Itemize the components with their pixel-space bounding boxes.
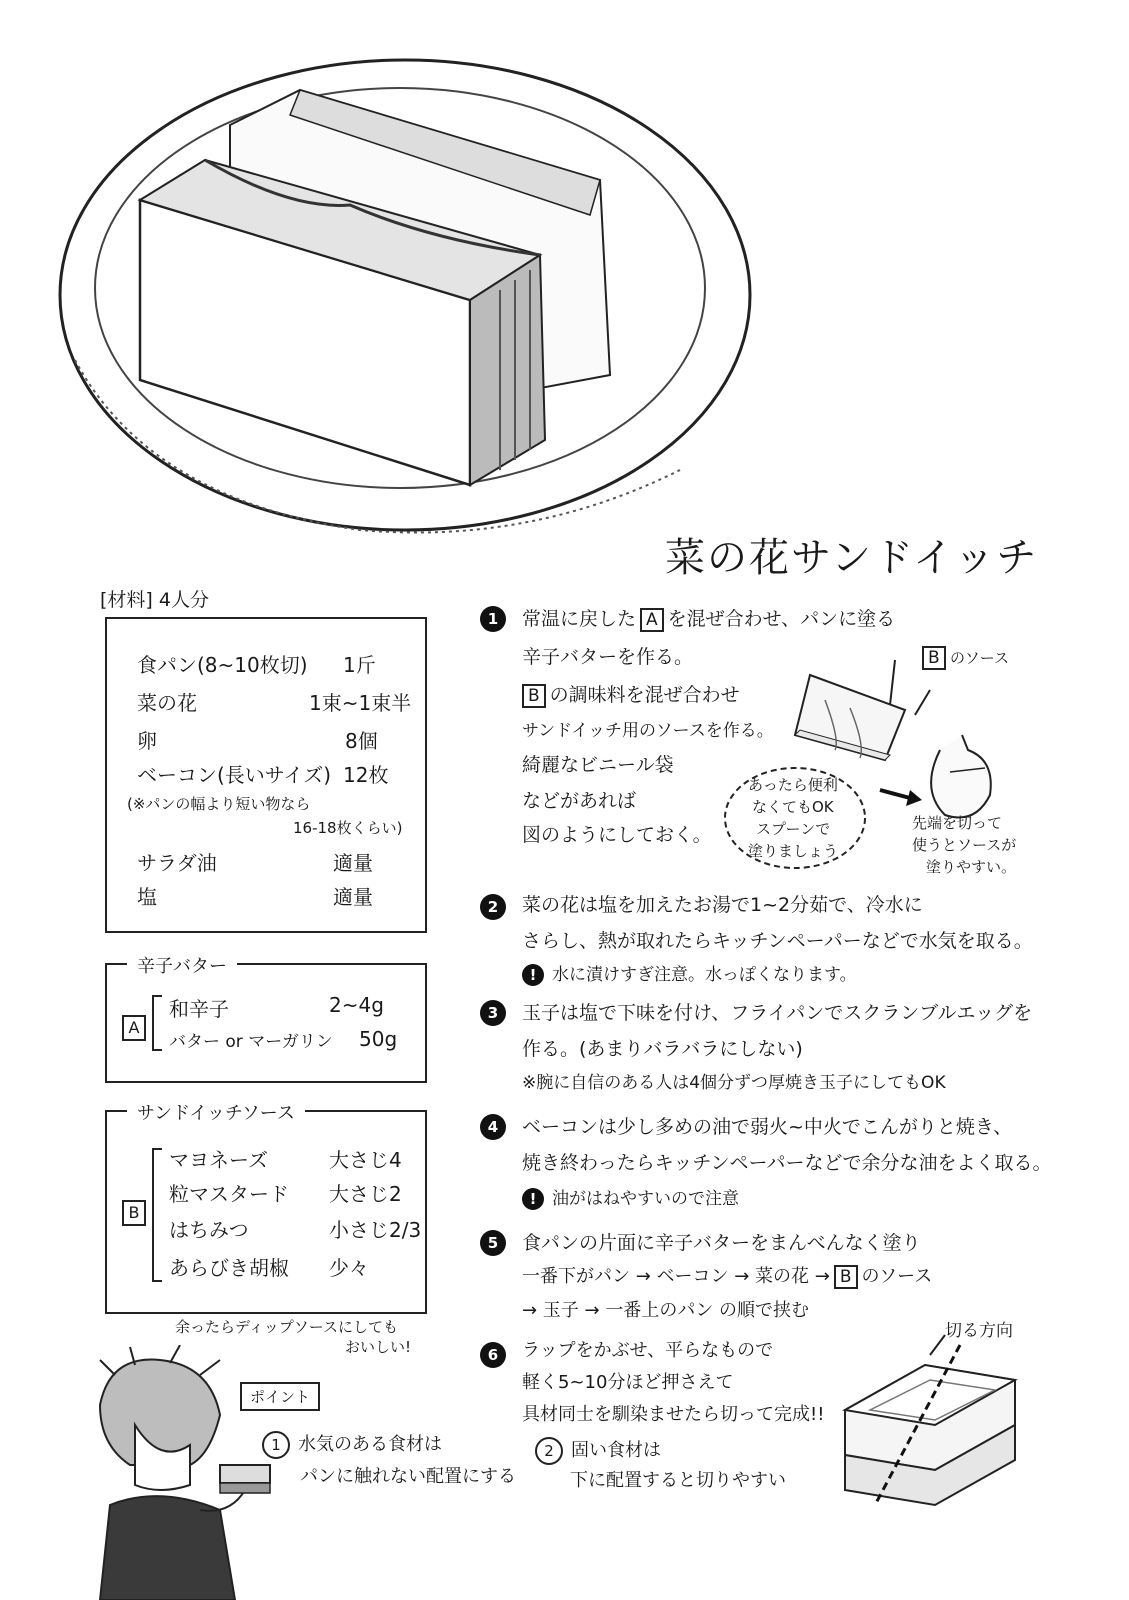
step-6-number: 6 — [480, 1342, 506, 1368]
tip-line: 先端を切って — [912, 814, 1003, 832]
point-2-text: 固い食材は — [571, 1440, 661, 1461]
step-5-line: 食パンの片面に辛子バターをまんべんなく塗り — [522, 1232, 921, 1254]
ingredient-name: マヨネーズ — [169, 1148, 268, 1172]
warning-icon: ! — [522, 1188, 544, 1210]
step-5-text-b: のソース — [861, 1266, 933, 1287]
cut-direction-label: 切る方向 — [945, 1321, 1013, 1341]
label-b-box: B — [122, 1200, 146, 1226]
ingredients-box — [105, 617, 427, 933]
ingredient-name: ベーコン(長いサイズ) — [137, 763, 332, 787]
step-6-line: 具材同士を馴染ませたら切って完成!! — [522, 1404, 825, 1425]
step-6-line: 軽く5~10分ほど押さえて — [522, 1372, 734, 1393]
sandwich-sauce-box — [105, 1103, 427, 1314]
point-badge: ポイント — [240, 1382, 320, 1411]
ingredient-name: サラダ油 — [137, 851, 217, 875]
cut-direction-illustration — [835, 1330, 1035, 1510]
point-2-line2: 下に配置すると切りやすい — [570, 1470, 786, 1491]
ingredient-name: 卵 — [137, 729, 157, 753]
step-2-line: さらし、熱が取れたらキッチンペーパーなどで水気を取る。 — [522, 930, 1033, 952]
bubble-line: スプーンで — [756, 820, 831, 838]
step-4-line: 焼き終わったらキッチンペーパーなどで余分な油をよく取る。 — [522, 1152, 1052, 1174]
step-2-number: 2 — [480, 894, 506, 920]
dip-note-line1: 余ったらディップソースにしても — [175, 1318, 399, 1336]
point-2 — [535, 1436, 661, 1465]
ingredients-note-line2: 16-18枚くらい) — [293, 819, 403, 837]
label-b-box-small: B — [922, 646, 946, 670]
ingredient-name: 塩 — [137, 885, 157, 909]
ingredient-qty: 8個 — [345, 729, 378, 753]
point-2-number: 2 — [535, 1437, 563, 1465]
step-3-line: 作る。(あまりバラバラにしない) — [522, 1038, 803, 1060]
recipe-title: 菜の花サンドイッチ — [665, 535, 1039, 581]
step-3-line: 玉子は塩で下味を付け、フライパンでスクランブルエッグを — [522, 1002, 1033, 1024]
ingredient-name: はちみつ — [169, 1218, 249, 1242]
step-2-line: 菜の花は塩を加えたお湯で1~2分茹で、冷水に — [522, 894, 923, 916]
character-illustration — [60, 1345, 290, 1600]
bracket — [152, 995, 162, 1051]
step-1-line: 図のようにしておく。 — [522, 824, 712, 846]
tip-line: 使うとソースが — [912, 836, 1017, 854]
tip-line: 塗りやすい。 — [926, 858, 1017, 876]
step-1-line: などがあれば — [522, 790, 637, 812]
step-1-text: の調味料を混ぜ合わせ — [549, 684, 740, 706]
step-2-warning — [522, 960, 857, 986]
step-1-line: 綺麗なビニール袋 — [522, 754, 674, 776]
ingredient-qty: 12枚 — [343, 763, 389, 787]
ingredient-qty: 小さじ2/3 — [329, 1218, 422, 1242]
label-a-inline: A — [640, 608, 664, 632]
label-b-inline: B — [522, 684, 546, 708]
bubble-line: なくてもOK — [752, 798, 834, 816]
ingredient-qty: 2~4g — [329, 993, 384, 1017]
ingredient-name: 和辛子 — [169, 997, 229, 1021]
ingredient-name: 粒マスタード — [169, 1182, 289, 1206]
step-3-number: 3 — [480, 1000, 506, 1026]
label-b-inline: B — [834, 1265, 858, 1289]
karashi-butter-title: 辛子バター — [127, 952, 237, 978]
step-4-warning — [522, 1184, 739, 1210]
step-5-line — [522, 1262, 932, 1289]
step-5-number: 5 — [480, 1230, 506, 1256]
dip-note-line2: おいしい! — [345, 1338, 412, 1356]
step-1-line — [522, 604, 895, 632]
step-1-line: サンドイッチ用のソースを作る。 — [522, 721, 774, 741]
sandwich-sauce-title: サンドイッチソース — [127, 1099, 305, 1125]
bracket — [152, 1148, 162, 1282]
ingredient-qty: 少々 — [329, 1256, 369, 1280]
step-1-text-a: 常温に戻した — [522, 608, 637, 630]
ingredient-qty: 大さじ2 — [329, 1182, 402, 1206]
step-3-line: ※腕に自信のある人は4個分ずつ厚焼き玉子にしてもOK — [522, 1073, 946, 1093]
step-6-line: ラップをかぶせ、平らなもので — [522, 1340, 774, 1361]
step-5-text-a: 一番下がパン → ベーコン → 菜の花 → — [522, 1266, 830, 1287]
warning-text: 油がはねやすいので注意 — [552, 1189, 739, 1209]
ingredient-qty: 大さじ4 — [329, 1148, 402, 1172]
step-5-line: → 玉子 → 一番上のパン の順で挟む — [522, 1300, 810, 1321]
bubble-line: あったら便利 — [748, 776, 838, 794]
step-1-line: 辛子バターを作る。 — [522, 646, 694, 668]
point-1-text: 水気のある食材は — [298, 1434, 442, 1455]
step-4-line: ベーコンは少し多めの油で弱火~中火でこんがりと焼き、 — [522, 1116, 1013, 1138]
ingredient-qty: 50g — [359, 1027, 398, 1051]
step-4-number: 4 — [480, 1114, 506, 1140]
point-1-line2: パンに触れない配置にする — [300, 1466, 516, 1487]
step-1-number: 1 — [480, 606, 506, 632]
warning-text: 水に漬けすぎ注意。水っぽくなります。 — [552, 965, 857, 985]
ingredient-qty: 適量 — [333, 885, 373, 909]
ingredient-name: あらびき胡椒 — [169, 1256, 289, 1280]
bubble-line: 塗りましょう — [748, 842, 839, 860]
label-a-box: A — [122, 1015, 146, 1041]
ingredient-name: 食パン(8~10枚切) — [137, 653, 308, 677]
ingredient-name: バター or マーガリン — [169, 1032, 333, 1052]
point-1-number: 1 — [262, 1431, 290, 1459]
ingredient-qty: 1斤 — [343, 653, 376, 677]
warning-icon: ! — [522, 964, 544, 986]
ingredient-name: 菜の花 — [137, 691, 197, 715]
step-1-text-b: を混ぜ合わせ、パンに塗る — [667, 608, 896, 630]
ingredients-note-line1: (※パンの幅より短い物なら — [127, 795, 311, 813]
materials-label: [材料] 4人分 — [100, 589, 209, 611]
sauce-bag-label: のソース — [950, 649, 1009, 667]
sandwich-plate-illustration — [30, 30, 770, 560]
ingredient-qty: 適量 — [333, 851, 373, 875]
karashi-butter-box — [105, 956, 427, 1083]
ingredient-qty: 1束~1束半 — [309, 691, 412, 715]
